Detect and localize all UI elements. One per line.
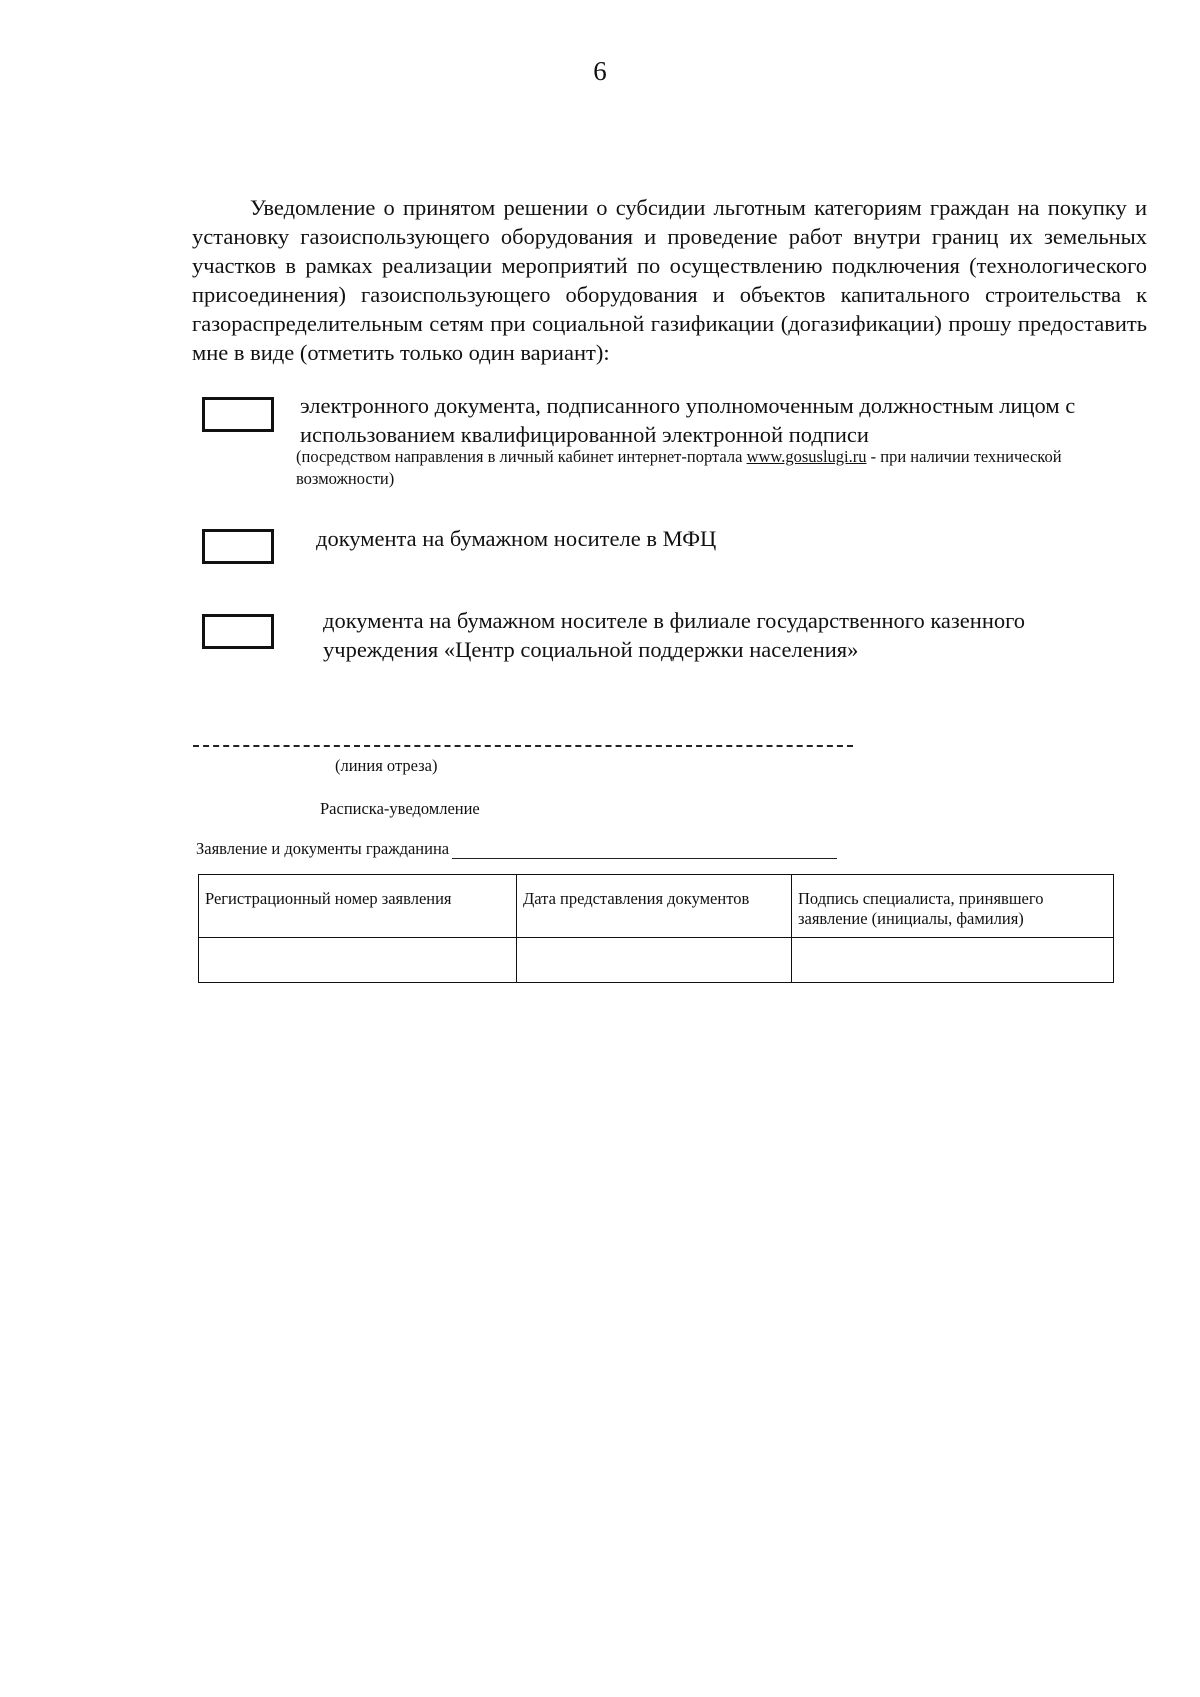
cut-line [193,745,853,747]
option-mfc-checkbox[interactable] [202,529,274,564]
receipt-header-row [199,875,1114,938]
specialist-signature-cell[interactable] [792,938,1114,983]
submission-date-cell[interactable] [517,938,792,983]
option-csp-label: документа на бумажном носителе в филиале государственного казенного учреждения «Центр социальной поддержки населения» [323,608,1026,662]
option-electronic-note-after: - при наличии технической возможности) [296,447,1062,488]
gosuslugi-link[interactable]: www.gosuslugi.ru [746,447,867,466]
page-number: 6 [593,56,607,86]
option-electronic-checkbox[interactable] [202,397,274,432]
header-submission-date: Дата представления документов [517,875,792,938]
header-registration-number: Регистрационный номер заявления [199,875,517,938]
intro-paragraph: Уведомление о принятом решении о субсидии льготным категориям граждан на покупку и установку газоиспользующего оборудования и проведение работ внутри границ их земельных участков в рамках реализации мероприятий по осуществлению подключения (технологического присоединения) газоиспользующего оборудования и объектов капитального строительства к газораспределительным сетям при социальной газификации (догазификации) прошу предоставить мне в виде (отметить только один вариант): [192,195,1147,365]
statement-label: Заявление и документы гражданина [196,839,450,858]
table-row [199,938,1114,983]
receipt-table [198,874,1114,983]
option-electronic-note-before: (посредством направления в личный кабинет интернет-портала [296,447,747,466]
registration-number-cell[interactable] [199,938,517,983]
citizen-name-field[interactable] [452,841,837,859]
cut-line-caption: (линия отреза) [335,756,438,775]
option-electronic-note [296,446,1146,490]
option-csp-checkbox[interactable] [202,614,274,649]
option-electronic-label: электронного документа, подписанного уполномоченным должностным лицом с использованием квалифицированной электронной подписи [300,393,1076,447]
receipt-title: Расписка-уведомление [320,799,480,818]
statement-line [196,839,837,859]
option-mfc-label: документа на бумажном носителе в МФЦ [316,526,717,551]
header-specialist-signature: Подпись специалиста, принявшего заявление (инициалы, фамилия) [792,875,1114,938]
